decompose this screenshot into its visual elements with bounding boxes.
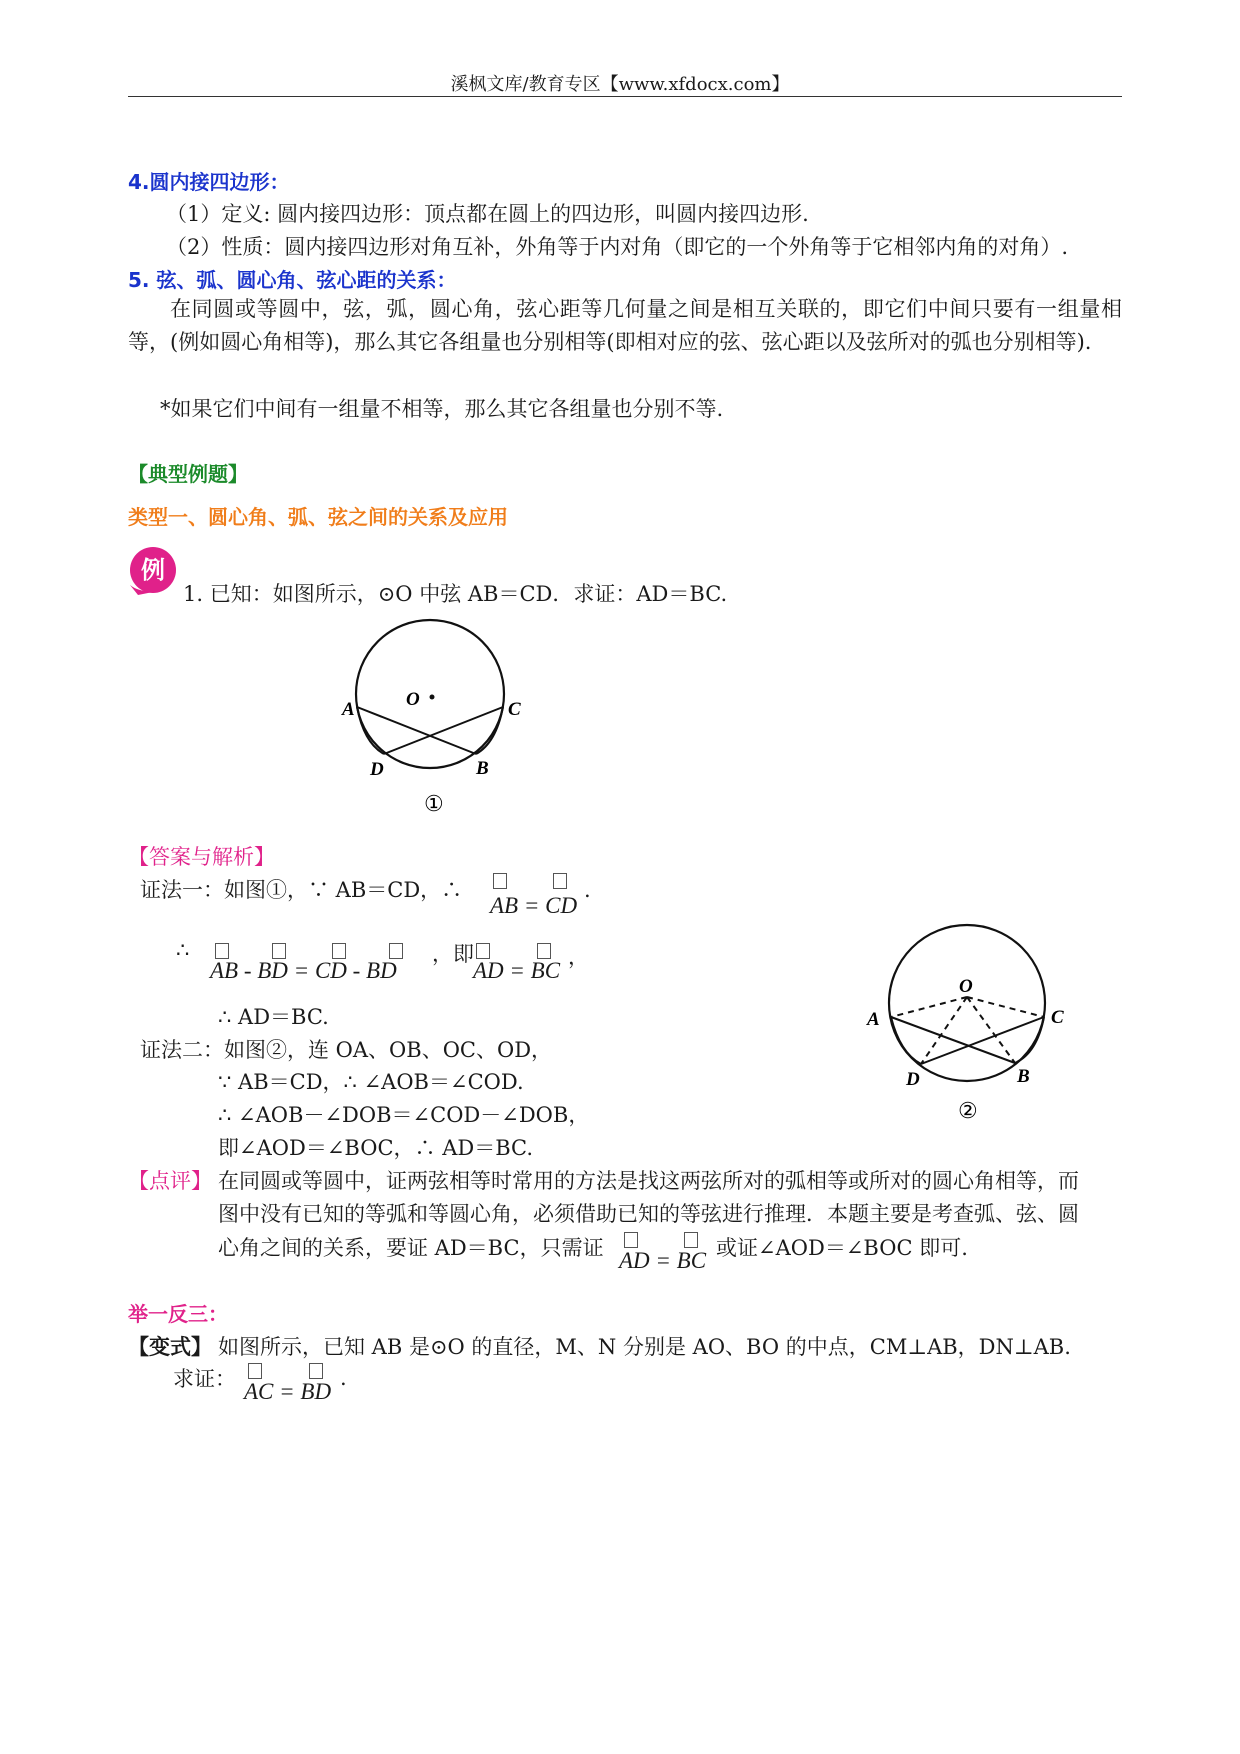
comment-arc-equation: AD = BC xyxy=(619,1248,707,1273)
comment-line1: 在同圆或等圆中，证两弦相等时常用的方法是找这两弦所对的弧相等或所对的圆心角相等，而 xyxy=(218,1169,1079,1193)
fig2-caption: ② xyxy=(958,1098,978,1123)
prove-period: . xyxy=(340,1366,347,1390)
fig1-label-A: A xyxy=(342,699,355,720)
arc-mark-2 xyxy=(549,873,575,895)
section4-property: （2）性质：圆内接四边形对角互补，外角等于内对角（即它的一个外角等于它相邻内角的对角）. xyxy=(166,235,1069,259)
practice-heading: 举一反三： xyxy=(128,1302,228,1326)
method1-prefix: 证法一：如图①，∵ AB＝CD，∴ xyxy=(140,878,463,902)
examples-heading: 【典型例题】 xyxy=(128,462,248,486)
therefore-symbol: ∴ xyxy=(176,938,190,962)
method2-line2: ∵ AB＝CD，∴ ∠AOB＝∠COD. xyxy=(218,1070,524,1094)
fig1-label-O: O xyxy=(406,689,420,710)
section5-paragraph: 在同圆或等圆中，弦，弧，圆心角，弦心距等几何量之间是相互关联的，即它们中间只要有一组量相等，(例如圆心角相等)，那么其它各组量也分别相等(即相对应的弦、弦心距以及弦所对的弧也分别相等). xyxy=(128,297,1122,354)
comment-label: 【点评】 xyxy=(128,1169,212,1193)
method1-line1 xyxy=(140,874,462,904)
type1-heading: 类型一、圆心角、弧、弦之间的关系及应用 xyxy=(128,505,508,529)
fig2-label-A: A xyxy=(867,1009,880,1030)
method1-period: . xyxy=(584,878,591,902)
prove-arc-equation: AC = BD xyxy=(244,1379,332,1404)
header-divider xyxy=(128,96,1122,97)
comment-line3-prefix: 心角之间的关系，要证 AD＝BC，只需证 xyxy=(218,1236,604,1260)
example-badge xyxy=(128,545,178,595)
figure-2 xyxy=(855,915,1080,1135)
method1-conclusion: ∴ AD＝BC. xyxy=(218,1005,329,1029)
method2-line1: 证法二：如图②，连 OA、OB、OC、OD， xyxy=(140,1038,553,1062)
fig2-label-D: D xyxy=(906,1069,920,1090)
method1-subtraction-equation: AB - BD = CD - BD xyxy=(210,958,397,983)
example-problem: 1. 已知：如图所示，⊙O 中弦 AB＝CD．求证：AD＝BC. xyxy=(183,582,728,606)
section4-definition: （1）定义: 圆内接四边形：顶点都在圆上的四边形，叫圆内接四边形. xyxy=(166,202,809,226)
prove-prefix: 求证： xyxy=(173,1367,236,1391)
answer-heading: 【答案与解析】 xyxy=(128,845,275,869)
variant-text: 如图所示，已知 AB 是⊙O 的直径，M、N 分别是 AO、BO 的中点，CM⊥AB，DN⊥AB. xyxy=(218,1335,1071,1359)
section5-title: 5. 弦、弧、圆心角、弦心距的关系： xyxy=(128,268,457,292)
fig2-label-B: B xyxy=(1017,1066,1030,1087)
method2-line3: ∴ ∠AOB－∠DOB＝∠COD－∠DOB， xyxy=(218,1103,590,1127)
method1-comma: ， xyxy=(568,945,589,969)
section5-note: *如果它们中间有一组量不相等，那么其它各组量也分别不等. xyxy=(160,397,724,421)
method1-that-is: ，即 xyxy=(432,942,474,966)
comment-line2: 图中没有已知的等弧和等圆心角，必须借助已知的等弦进行推理．本题主要是考查弧、弦、圆 xyxy=(218,1202,1079,1226)
variant-label: 【变式】 xyxy=(128,1334,212,1359)
fig1-caption: ① xyxy=(424,791,444,815)
comment-line3-suffix: 或证∠AOD＝∠BOC 即可. xyxy=(716,1236,968,1260)
method1-arc-equation: AB = CD xyxy=(490,893,578,918)
fig2-label-C: C xyxy=(1051,1007,1064,1028)
section4-title: 4.圆内接四边形： xyxy=(128,170,290,194)
figure-1 xyxy=(330,615,530,815)
fig2-label-O: O xyxy=(959,976,973,997)
fig1-label-D: D xyxy=(370,759,384,780)
arc-mark-1 xyxy=(487,873,513,895)
fig1-label-C: C xyxy=(508,699,521,720)
page-header: 溪枫文库/教育专区【www.xfdocx.com】 xyxy=(450,74,790,95)
example-badge-label: 例 xyxy=(141,556,165,584)
fig1-label-B: B xyxy=(476,758,489,779)
method2-line4: 即∠AOD＝∠BOC，∴ AD＝BC. xyxy=(218,1136,534,1160)
method1-result-arc-equation: AD = BC xyxy=(473,958,561,983)
